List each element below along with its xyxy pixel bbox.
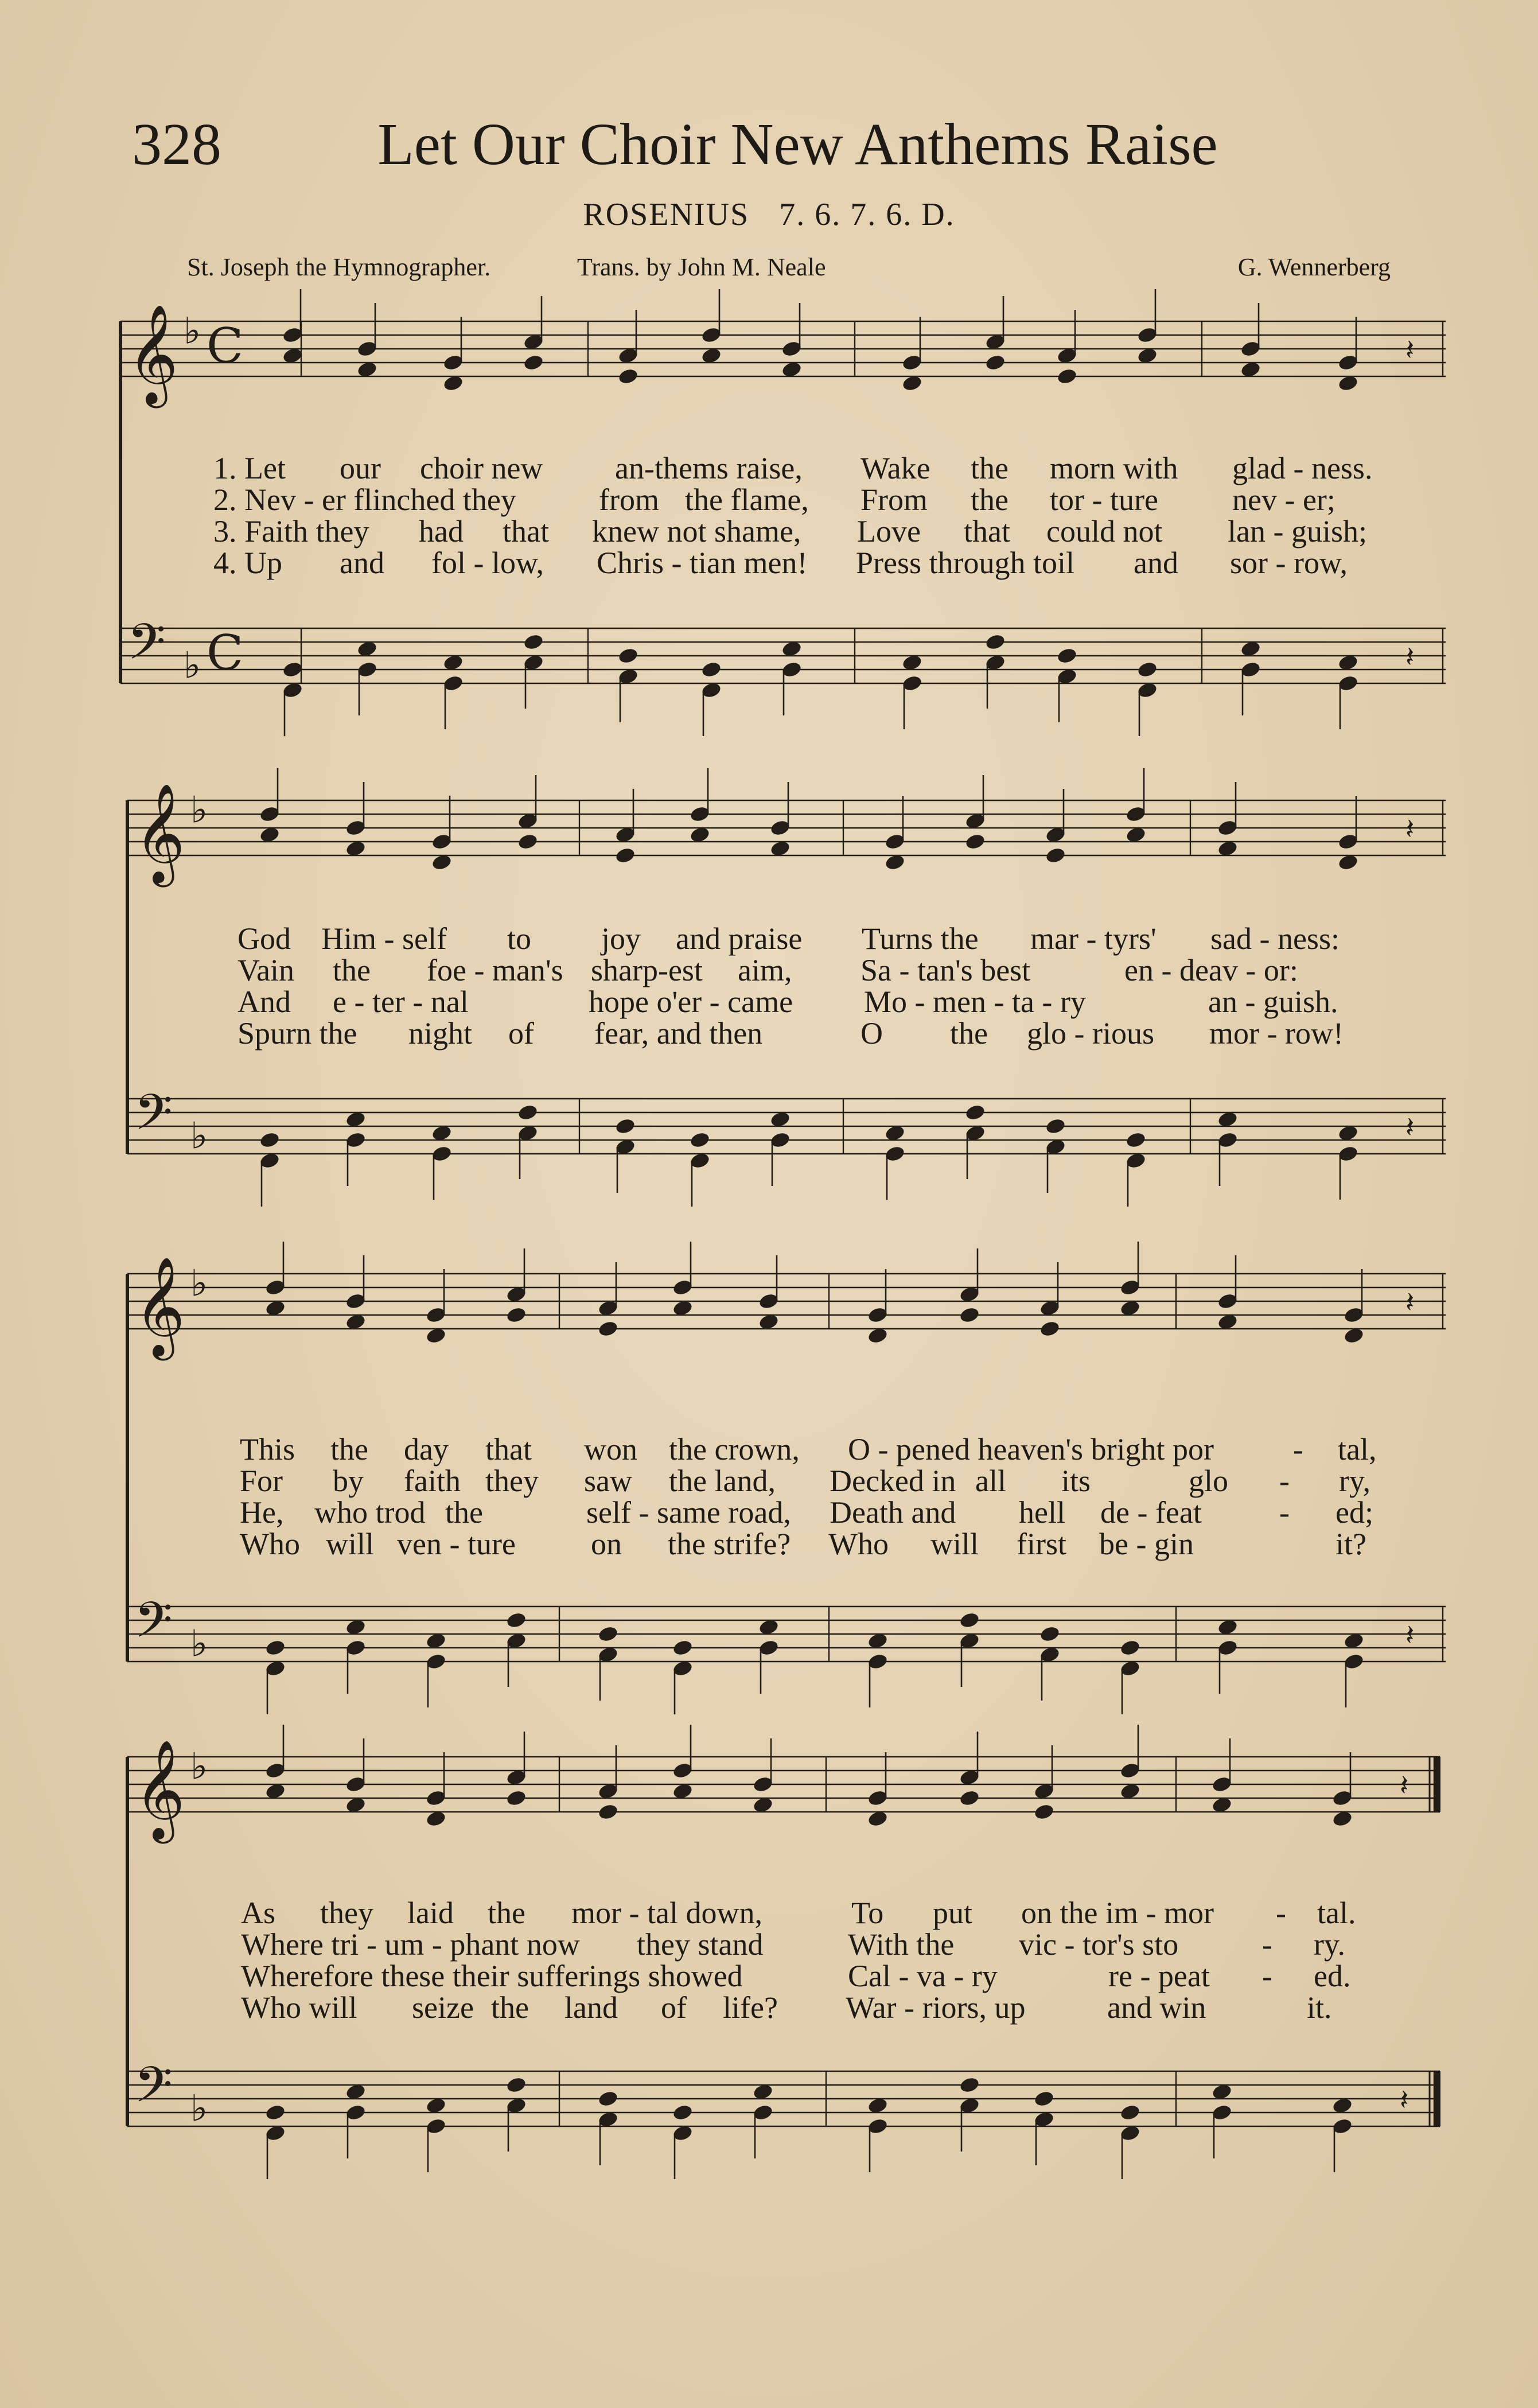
lyric-syllable: re - peat [1108,1959,1210,1993]
lyric-syllable: Who will [241,1990,357,2025]
lyric-syllable: - [1262,1927,1272,1962]
lyric-syllable: morn with [1050,451,1178,485]
lyric-syllable: - [1262,1959,1272,1993]
lyric-syllable: ry, [1339,1464,1370,1498]
svg-text:𝄽: 𝄽 [1405,1286,1415,1320]
svg-text:𝄢: 𝄢 [134,1083,173,1153]
lyric-syllable: mor - tal down, [571,1896,762,1930]
svg-text:♭: ♭ [190,1623,208,1666]
lyric-syllable: de - feat [1100,1495,1202,1530]
lyric-syllable: seize [412,1990,474,2025]
lyric-syllable: the [491,1990,529,2025]
lyric-syllable: aim, [738,953,792,987]
lyric-syllable: an - guish. [1208,985,1338,1019]
lyric-syllable: and win [1107,1990,1206,2025]
lyric-syllable: And [237,985,291,1019]
lyric-syllable: Press through toil [856,546,1075,580]
lyric-syllable: Vain [237,953,294,987]
lyric-syllable: will [930,1527,979,1561]
author-credit: St. Joseph the Hymnographer. [187,253,491,281]
lyrics-system-3 [0,1431,1538,1569]
svg-text:♭: ♭ [190,1745,208,1788]
lyric-syllable: - [1276,1896,1286,1930]
lyric-syllable: and praise [676,921,803,956]
lyric-syllable: of [508,1016,534,1051]
lyric-syllable: Where tri - um - phant now [241,1927,580,1962]
lyric-syllable: by [333,1464,364,1498]
lyric-syllable: our [340,451,381,485]
svg-text:C: C [207,625,244,681]
lyric-syllable: e - ter - nal [333,985,469,1019]
lyric-syllable: the [445,1495,483,1530]
lyric-syllable: From [860,483,928,517]
lyric-syllable: Turns the [862,921,979,956]
lyric-syllable: the [488,1896,525,1930]
lyrics-system-2 [0,921,1538,1059]
lyric-syllable: the [333,953,371,987]
lyric-syllable: Love [857,514,921,548]
lyric-syllable: lan - guish; [1228,514,1367,548]
lyric-syllable: saw [584,1464,632,1498]
lyric-syllable: that [485,1432,532,1466]
svg-text:𝄽: 𝄽 [1405,333,1415,367]
lyric-syllable: put [933,1896,973,1930]
lyric-syllable: night [408,1016,473,1051]
meter: 7. 6. 7. 6. D. [779,197,955,232]
svg-text:♭: ♭ [184,310,201,353]
svg-text:𝄞: 𝄞 [134,1740,185,1839]
svg-text:𝄽: 𝄽 [1400,2083,1409,2117]
lyric-syllable: nev - er; [1232,483,1335,517]
svg-text:♭: ♭ [190,1262,208,1305]
lyric-syllable: they [320,1896,373,1930]
lyric-syllable: to [507,921,532,956]
lyric-syllable: it? [1335,1527,1366,1561]
lyric-syllable: Spurn the [237,1016,357,1051]
lyric-syllable: glo - rious [1027,1016,1154,1051]
lyric-syllable: ven - ture [397,1527,516,1561]
lyric-syllable: tal, [1338,1432,1377,1466]
lyric-syllable: fol - low, [431,546,544,580]
lyric-syllable: fear, and then [594,1016,763,1051]
lyric-syllable: hell [1019,1495,1065,1530]
svg-text:♭: ♭ [190,2087,208,2130]
lyric-syllable: hope o'er - came [589,985,793,1019]
lyric-syllable: O [860,1016,883,1051]
lyric-syllable: Chris - tian men! [597,546,808,580]
svg-text:𝄽: 𝄽 [1405,812,1415,846]
lyric-syllable: Who [240,1527,300,1561]
lyric-syllable: and [1134,546,1178,580]
lyric-syllable: mar - tyrs' [1030,921,1157,956]
lyric-syllable: that [503,514,549,548]
svg-text:♭: ♭ [190,1115,208,1158]
lyric-syllable: day [404,1432,449,1466]
lyric-syllable: tal. [1317,1896,1356,1930]
svg-text:𝄞: 𝄞 [134,783,185,883]
tune-name: ROSENIUS [583,197,750,232]
lyric-syllable: Sa - tan's best [860,953,1031,987]
lyric-syllable: glad - ness. [1232,451,1373,485]
lyric-syllable: the [950,1016,988,1051]
lyric-syllable: on the im - mor [1021,1896,1214,1930]
lyric-syllable: Wherefore these their sufferings showed [241,1959,743,1993]
lyric-syllable: life? [723,1990,778,2025]
lyric-syllable: sor - row, [1230,546,1348,580]
lyric-syllable: With the [848,1927,955,1962]
lyric-syllable: To [851,1896,884,1930]
lyric-syllable: He, [240,1495,284,1530]
lyric-syllable: be - gin [1099,1527,1194,1561]
svg-text:𝄢: 𝄢 [134,2056,173,2126]
translator-credit: Trans. by John M. Neale [577,253,826,281]
lyric-syllable: Death and [830,1495,956,1530]
hymn-number: 328 [132,111,221,177]
lyric-syllable: the [330,1432,368,1466]
lyric-syllable: that [964,514,1010,548]
lyric-syllable: who trod [314,1495,426,1530]
lyric-syllable: they [485,1464,539,1498]
lyric-syllable: en - deav - or: [1124,953,1298,987]
lyric-syllable: War - riors, up [846,1990,1026,2025]
lyric-syllable: choir new [420,451,543,485]
composer-credit: G. Wennerberg [1237,253,1391,281]
svg-text:C: C [207,318,244,374]
lyric-syllable: Decked in [830,1464,956,1498]
lyric-syllable: Cal - va - ry [848,1959,998,1993]
lyric-syllable: foe - man's [427,953,563,987]
svg-text:𝄞: 𝄞 [134,1256,185,1356]
lyric-syllable: the land, [669,1464,776,1498]
lyric-syllable: O - pened heaven's bright por [848,1432,1214,1466]
lyric-syllable: mor - row! [1209,1016,1344,1051]
lyric-syllable: self - same road, [586,1495,791,1530]
lyric-syllable: faith [404,1464,461,1498]
lyric-syllable: will [326,1527,375,1561]
lyric-syllable: ed; [1335,1495,1373,1530]
lyric-syllable: God [237,921,291,956]
svg-text:𝄢: 𝄢 [127,613,166,683]
lyric-syllable: of [661,1990,687,2025]
lyrics-system-1 [0,450,1538,588]
lyric-syllable: they stand [637,1927,764,1962]
lyric-syllable: 2. Nev - er flinched they [213,483,516,517]
lyric-syllable: the crown, [669,1432,800,1466]
svg-text:𝄢: 𝄢 [134,1591,173,1661]
svg-text:𝄽: 𝄽 [1405,1619,1415,1652]
lyric-syllable: the flame, [685,483,809,517]
lyric-syllable: it. [1307,1990,1332,2025]
lyrics-system-4 [0,1895,1538,2033]
lyric-syllable: Wake [860,451,930,485]
svg-text:♭: ♭ [184,644,201,687]
lyric-syllable: first [1017,1527,1066,1561]
lyric-syllable: an-thems raise, [615,451,803,485]
lyric-syllable: 4. Up [213,546,282,580]
lyric-syllable: ry. [1314,1927,1345,1962]
svg-text:𝄽: 𝄽 [1405,640,1415,674]
lyric-syllable: tor - ture [1050,483,1158,517]
lyric-syllable: - [1279,1464,1290,1498]
lyric-syllable: its [1061,1464,1091,1498]
lyric-syllable: ed. [1314,1959,1351,1993]
lyric-syllable: from [599,483,659,517]
svg-text:𝄞: 𝄞 [127,304,178,404]
lyric-syllable: the strife? [668,1527,791,1561]
lyric-syllable: For [240,1464,283,1498]
lyric-syllable: As [241,1896,276,1930]
lyric-syllable: - [1279,1495,1290,1530]
lyric-syllable: Who [828,1527,889,1561]
lyric-syllable: all [975,1464,1006,1498]
lyric-syllable: land [564,1990,618,2025]
lyric-syllable: 1. Let [213,451,286,485]
lyric-syllable: on [591,1527,622,1561]
lyric-syllable: won [584,1432,637,1466]
lyric-syllable: Him - self [321,921,447,956]
svg-text:♭: ♭ [190,789,208,832]
lyric-syllable: This [240,1432,295,1466]
lyric-syllable: vic - tor's sto [1019,1927,1179,1962]
lyric-syllable: joy [601,921,641,956]
svg-text:𝄽: 𝄽 [1400,1769,1409,1803]
lyric-syllable: Mo - men - ta - ry [864,985,1086,1019]
lyric-syllable: sharp-est [591,953,703,987]
lyric-syllable: had [419,514,464,548]
lyric-syllable: - [1293,1432,1303,1466]
tune-line [0,196,1538,233]
hymn-title: Let Our Choir New Anthems Raise [377,111,1218,177]
svg-text:𝄽: 𝄽 [1405,1111,1415,1145]
lyric-syllable: laid [407,1896,454,1930]
lyric-syllable: could not [1046,514,1163,548]
lyric-syllable: glo [1189,1464,1229,1498]
lyric-syllable: the [971,483,1009,517]
lyric-syllable: the [971,451,1009,485]
lyric-syllable: 3. Faith they [213,514,369,548]
lyric-syllable: knew not shame, [592,514,801,548]
lyric-syllable: and [340,546,384,580]
lyric-syllable: sad - ness: [1210,921,1340,956]
